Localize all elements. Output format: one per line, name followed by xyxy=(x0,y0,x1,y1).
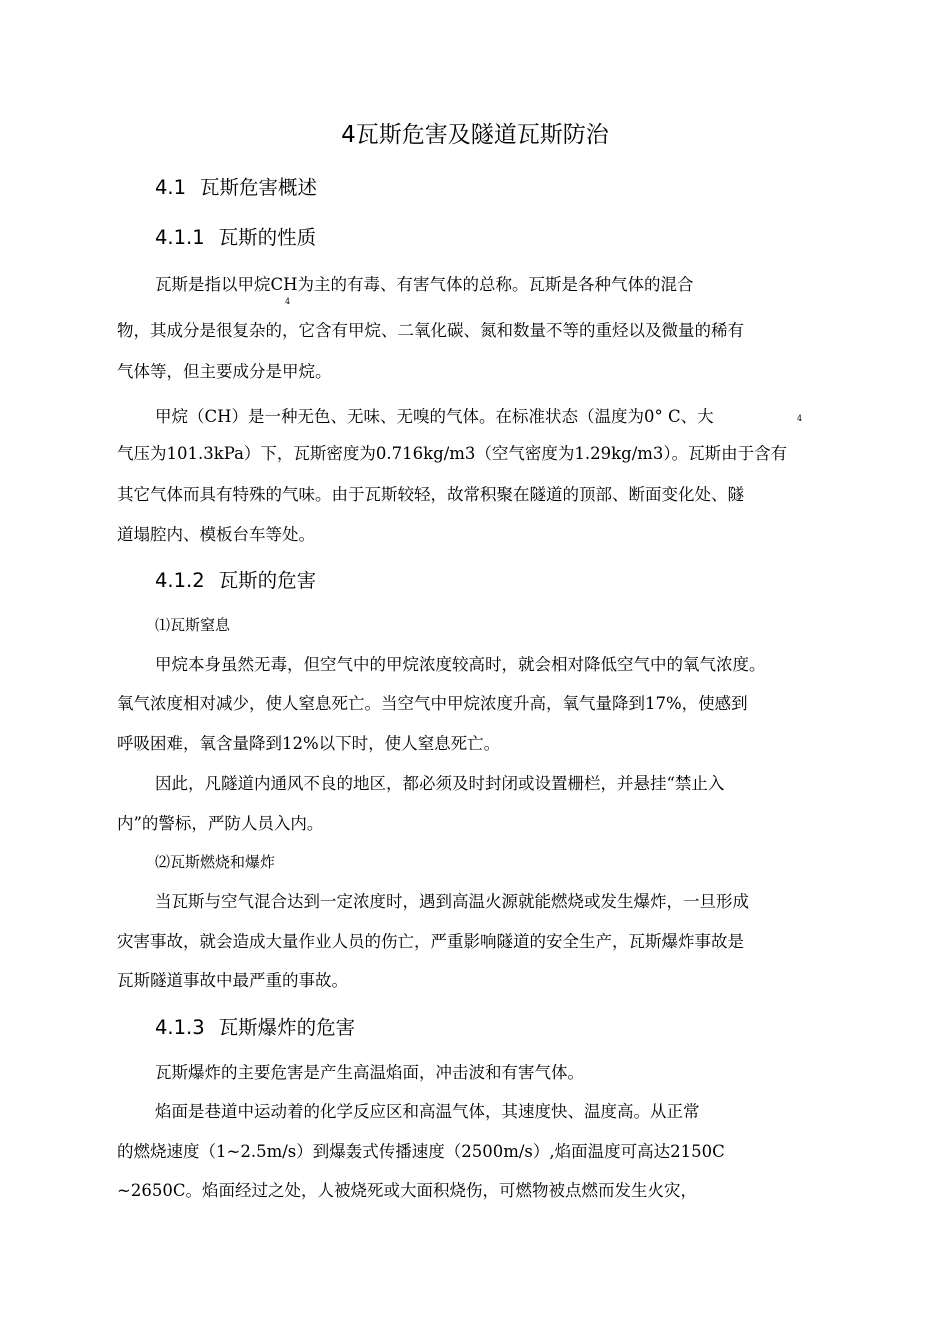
paragraph-5-line-2: 灾害事故，就会造成大量作业人员的伤亡，严重影响隧道的安全生产，瓦斯爆炸事故是 xyxy=(117,932,744,951)
paragraph-4-line-2: 内”的警标，严防人员入内。 xyxy=(117,814,324,833)
paragraph-2-line-1: 甲烷（CH）是一种无色、无味、无嗅的气体。在标准状态（温度为0° C、大 xyxy=(155,407,714,426)
paragraph-3-line-1: 甲烷本身虽然无毒，但空气中的甲烷浓度较高时，就会相对降低空气中的氧气浓度。 xyxy=(155,655,766,674)
paragraph-1-line-2: 物，其成分是很复杂的，它含有甲烷、二氧化碳、氮和数量不等的重烃以及微量的稀有 xyxy=(117,321,744,340)
paragraph-6-line-1: 瓦斯爆炸的主要危害是产生高温焰面，冲击波和有害气体。 xyxy=(155,1063,584,1082)
paragraph-1-line-3: 气体等，但主要成分是甲烷。 xyxy=(117,362,332,381)
section-label: 瓦斯的危害 xyxy=(218,569,317,592)
section-label: 瓦斯危害概述 xyxy=(200,176,318,199)
section-heading-4-1-2 xyxy=(155,565,316,593)
section-label: 瓦斯的性质 xyxy=(218,226,317,249)
paragraph-1-line-1: 瓦斯是指以甲烷CH为主的有毒、有害气体的总称。瓦斯是各种气体的混合 xyxy=(155,275,694,294)
paragraph-2-line-2: 气压为101.3kPa）下，瓦斯密度为0.716kg/m3（空气密度为1.29kg/m3）。瓦斯由于含有 xyxy=(117,444,788,463)
paragraph-3-line-3: 呼吸困难，氧含量降到12%以下时，使人窒息死亡。 xyxy=(117,734,501,753)
section-number: 4.1.2 xyxy=(155,569,205,592)
subscript-4: 4 xyxy=(285,297,291,306)
paragraph-5-line-1: 当瓦斯与空气混合达到一定浓度时，遇到高温火源就能燃烧或发生爆炸，一旦形成 xyxy=(155,892,749,911)
page-title: 4瓦斯危害及隧道瓦斯防治 xyxy=(341,122,609,148)
paragraph-7-line-2: 的燃烧速度（1~2.5m/s）到爆轰式传播速度（2500m/s）,焰面温度可高达2150C xyxy=(117,1142,725,1161)
paragraph-2-line-4: 道塌腔内、模板台车等处。 xyxy=(117,525,315,544)
section-number: 4.1 xyxy=(155,176,187,199)
paragraph-4-line-1: 因此，凡隧道内通风不良的地区，都必须及时封闭或设置栅栏，并悬挂“禁止入 xyxy=(155,774,725,793)
paragraph-7-line-3: ~2650C。焰面经过之处，人被烧死或大面积烧伤，可燃物被点燃而发生火灾， xyxy=(117,1181,697,1200)
section-number: 4.1.3 xyxy=(155,1016,205,1039)
paragraph-7-line-1: 焰面是巷道中运动着的化学反应区和高温气体，其速度快、温度高。从正常 xyxy=(155,1102,700,1121)
section-heading-4-1-3 xyxy=(155,1012,355,1040)
section-number: 4.1.1 xyxy=(155,226,205,249)
subscript-4: 4 xyxy=(797,414,803,423)
section-label: 瓦斯爆炸的危害 xyxy=(218,1016,356,1039)
section-heading-4-1 xyxy=(155,172,317,200)
list-item-combustion-explosion: ⑵瓦斯燃烧和爆炸 xyxy=(155,853,276,871)
paragraph-5-line-3: 瓦斯隧道事故中最严重的事故。 xyxy=(117,971,348,990)
paragraph-3-line-2: 氧气浓度相对减少，使人窒息死亡。当空气中甲烷浓度升高，氧气量降到17%，使感到 xyxy=(117,694,748,713)
list-item-suffocation: ⑴瓦斯窒息 xyxy=(155,616,231,634)
paragraph-2-line-3: 其它气体而具有特殊的气味。由于瓦斯较轻，故常积聚在隧道的顶部、断面变化处、隧 xyxy=(117,485,744,504)
section-heading-4-1-1 xyxy=(155,222,316,250)
